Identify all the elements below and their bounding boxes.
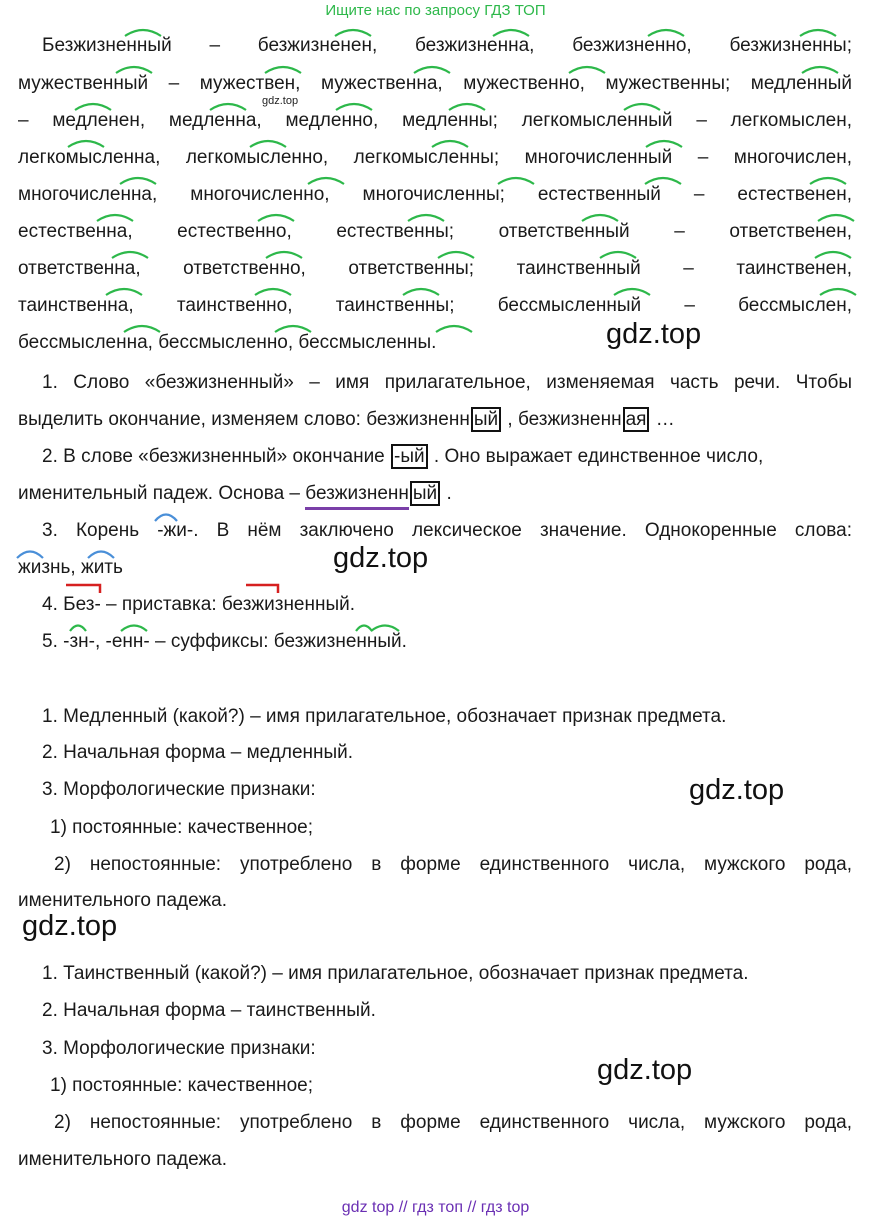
morph2-line2: 2. Начальная форма – таинственный. [42, 1000, 376, 1021]
watermark-5: gdz.top [597, 1054, 693, 1086]
ending-box-4: ый [410, 481, 440, 506]
morph2-line4: 1) постоянные: качественное; [50, 1075, 314, 1096]
analysis-p2-line1 [42, 445, 852, 469]
analysis-p1-line2 [18, 408, 852, 432]
p1-text-a: выделить окончание, изменяем слово: безжизненн [18, 409, 470, 430]
p2-text-d: . [441, 483, 452, 504]
word-list-line-4: легкомысленна, легкомысленно, легкомысленны; многочисленный – многочислен, [18, 147, 852, 168]
watermark-1: gdz.top [606, 318, 702, 350]
root-arcs-related-words [0, 542, 871, 562]
morph2-line6: именительного падежа. [18, 1149, 228, 1170]
morph1-line6: именительного падежа. [18, 890, 228, 911]
word-list-line-9: бессмысленна, бессмысленно, бессмысленны. [18, 332, 437, 353]
morph1-line3: 3. Морфологические признаки: [42, 779, 316, 800]
ending-box-2: ая [623, 407, 650, 432]
morph1-line1: 1. Медленный (какой?) – имя прилагательное, обозначает признак предмета. [42, 706, 727, 727]
morph1-line2: 2. Начальная форма – медленный. [42, 742, 354, 763]
ending-box-1: ый [471, 407, 501, 432]
small-watermark: gdz.top [262, 95, 299, 107]
stem-text: безжизненн [305, 483, 409, 504]
morph2-line5: 2) непостоянные: употреблено в форме единственного числа, мужского рода, [54, 1112, 852, 1133]
p2-text-c: именительный падеж. Основа – [18, 483, 306, 504]
analysis-p2-line2 [18, 482, 852, 506]
p2-text-b: . Оно выражает единственное число, [428, 446, 764, 467]
analysis-p3-line2: жизнь, жить [18, 557, 123, 578]
ending-box-3: -ый [391, 444, 428, 469]
analysis-p4: 4. Без- – приставка: безжизненный. [42, 594, 356, 615]
morph1-line5: 2) непостоянные: употреблено в форме единственного числа, мужского рода, [54, 854, 852, 875]
word-list-line-1: Безжизненный – безжизненен, безжизненна, безжизненно, безжизненны; [42, 35, 852, 56]
word-list-line-7: ответственна, ответственно, ответственны; таинственный – таинственен, [18, 258, 852, 279]
p1-text-c: … [650, 409, 675, 430]
analysis-p5: 5. -зн-, -енн- – суффиксы: безжизненный. [42, 631, 407, 652]
analysis-p1-line1: 1. Слово «безжизненный» – имя прилагательное, изменяемая часть речи. Чтобы [42, 372, 852, 393]
watermark-3: gdz.top [689, 774, 785, 806]
prefix-marks [0, 582, 871, 596]
word-list-line-8: таинственна, таинственно, таинственны; бессмысленный – бессмыслен, [18, 295, 852, 316]
word-list-line-5: многочисленна, многочисленно, многочисленны; естественный – естественен, [18, 184, 852, 205]
morph2-line1: 1. Таинственный (какой?) – имя прилагательное, обозначает признак предмета. [42, 963, 749, 984]
footer-banner: gdz top // гдз топ // гдз top [341, 1199, 530, 1216]
morph1-line4: 1) постоянные: качественное; [50, 817, 314, 838]
analysis-p3-line1: 3. Корень -жи-. В нём заключено лексическое значение. Однокоренные слова: [42, 520, 852, 541]
word-list-line-6: естественна, естественно, естественны; ответственный – ответственен, [18, 221, 852, 242]
watermark-4: gdz.top [22, 910, 118, 942]
word-list-line-3: – медленен, медленна, медленно, медленны; легкомысленный – легкомыслен, [18, 110, 852, 131]
morph2-line3: 3. Морфологические признаки: [42, 1038, 316, 1059]
suffix-arcs-word-list [0, 0, 871, 360]
word-list-line-2: мужественный – мужествен, мужественна, мужественно, мужественны; медленный [18, 73, 852, 94]
p2-text-a: 2. В слове «безжизненный» окончание [42, 446, 391, 467]
search-hint-banner: Ищите нас по запросу ГДЗ ТОП [325, 2, 546, 19]
watermark-2: gdz.top [333, 542, 429, 574]
root-arc-zhi [0, 505, 871, 525]
suffix-arcs-p5 [0, 614, 871, 634]
p1-text-b: , безжизненн [502, 409, 622, 430]
